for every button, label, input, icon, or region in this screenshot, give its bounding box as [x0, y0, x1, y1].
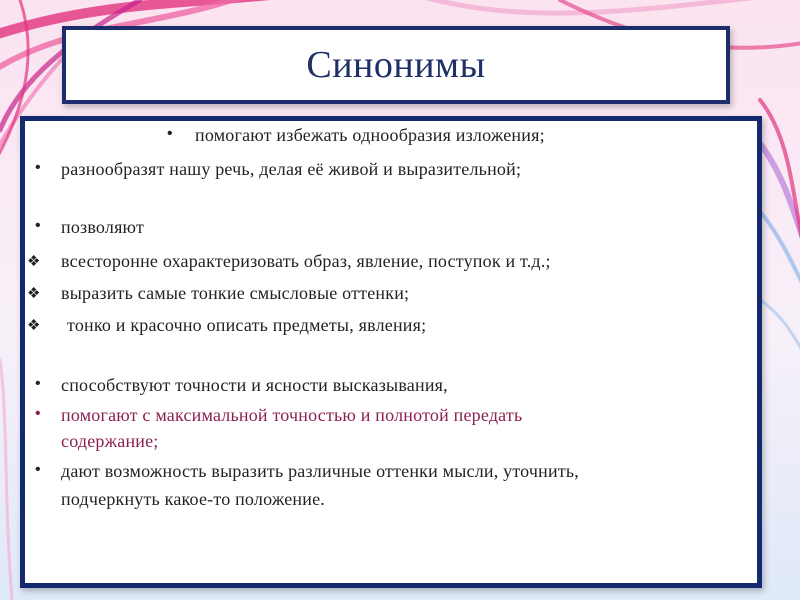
item-5-line-2: содержание; [61, 431, 159, 451]
subitem-1: всесторонне охарактеризовать образ, явление, поступок и т.д.; [61, 251, 551, 271]
bullet-5: • [35, 405, 41, 422]
sub-bullet-3: ❖ [27, 317, 41, 334]
bullet-2: • [35, 159, 41, 176]
item-6-line-1: дают возможность выразить различные оттенки мысли, уточнить, [61, 461, 580, 481]
item-3: позволяют [61, 217, 145, 237]
sub-bullet-2: ❖ [27, 285, 41, 302]
item-2: разнообразят нашу речь, делая её живой и выразительной; [61, 159, 522, 179]
bullet-4: • [35, 375, 41, 392]
bullet-6: • [35, 461, 41, 478]
item-4: способствуют точности и ясности высказывания, [61, 375, 448, 395]
item-6-line-2: подчеркнуть какое-то положение. [61, 489, 325, 509]
item-5-line-1: помогают с максимальной точностью и полнотой передать [61, 405, 523, 425]
content-box [20, 116, 762, 588]
title-box [62, 26, 730, 104]
item-1: помогают избежать однообразия изложения; [195, 125, 545, 145]
subitem-2: выразить самые тонкие смысловые оттенки; [61, 283, 410, 303]
subitem-3: тонко и красочно описать предметы, явления; [67, 315, 427, 335]
bullet-1: • [167, 125, 173, 142]
bullet-3: • [35, 217, 41, 234]
slide-title: Синонимы [306, 44, 486, 86]
sub-bullet-1: ❖ [27, 253, 41, 270]
